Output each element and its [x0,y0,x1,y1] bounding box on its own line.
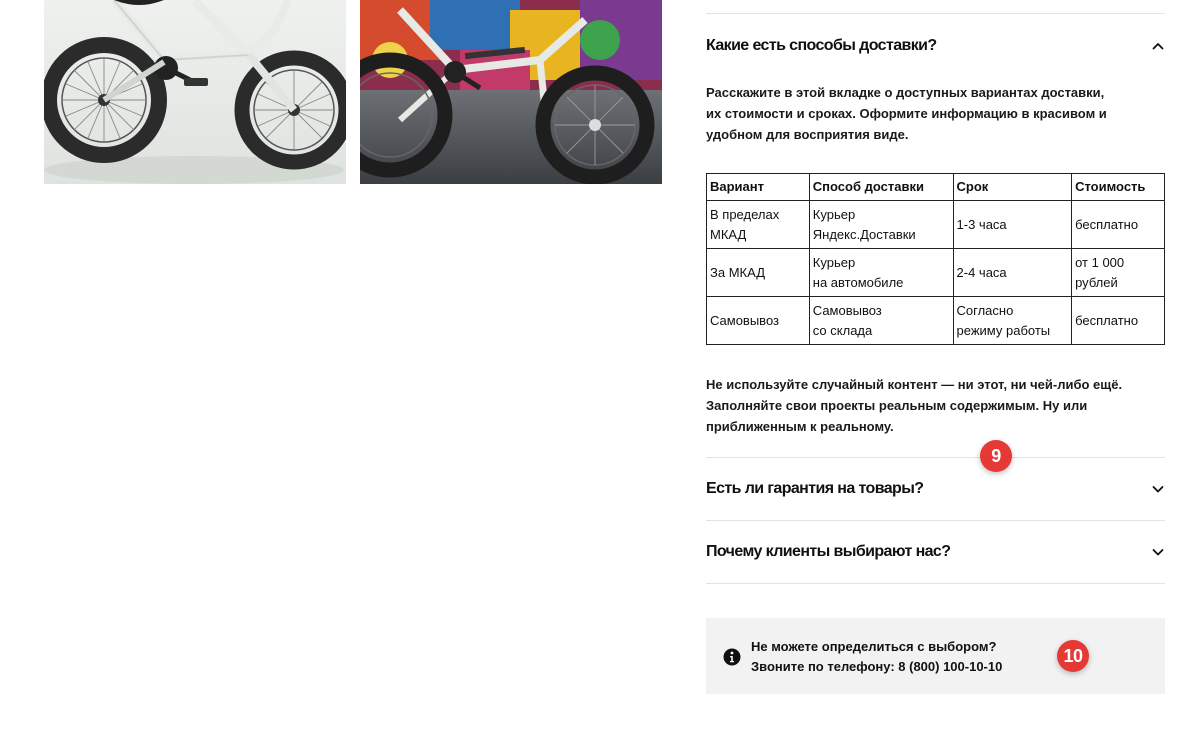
table-cell: 2-4 часа [953,249,1072,297]
table-row [707,297,1165,345]
table-cell: 1-3 часа [953,201,1072,249]
info-icon [723,648,741,666]
bmx-bike-studio-photo[interactable] [44,0,346,184]
faq-item-delivery-header[interactable] [706,36,1165,56]
faq-item-warranty-header[interactable] [706,479,1165,499]
text-line: удобном для восприятия виде. [706,127,909,142]
text-line: приближенным к реальному. [706,419,894,434]
faq-item-title: Какие есть способы доставки? [706,37,937,54]
divider [706,520,1165,521]
divider [706,457,1165,458]
table-cell: Курьер на автомобиле [809,249,953,297]
table-header-cell: Срок [953,174,1072,201]
bmx-bike-graffiti-photo[interactable] [360,0,662,184]
chevron-down-icon [1151,545,1165,559]
table-cell: бесплатно [1072,201,1165,249]
table-header-cell: Вариант [707,174,810,201]
table-cell: Самовывоз со склада [809,297,953,345]
table-header-cell: Способ доставки [809,174,953,201]
divider [706,13,1165,14]
divider [706,583,1165,584]
annotation-badge: 10 [1057,640,1089,672]
table-row [707,249,1165,297]
table-row [707,201,1165,249]
faq-item-why-us-header[interactable] [706,542,1165,562]
annotation-badge: 9 [980,440,1012,472]
chevron-up-icon [1151,39,1165,53]
table-cell: бесплатно [1072,297,1165,345]
text-line: Расскажите в этой вкладке о доступных вариантах доставки, [706,85,1105,100]
table-cell: Самовывоз [707,297,810,345]
text-line: их стоимости и сроках. Оформите информацию в красивом и [706,106,1107,121]
delivery-options-table [706,173,1165,345]
table-cell: За МКАД [707,249,810,297]
text-line: Не используйте случайный контент — ни этот, ни чей-либо ещё. [706,377,1123,392]
table-cell: от 1 000 рублей [1072,249,1165,297]
callout-phone[interactable]: Звоните по телефону: 8 (800) 100-10-10 [751,659,1003,674]
help-callout [706,618,1165,694]
table-cell: Курьер Яндекс.Доставки [809,201,953,249]
faq-item-outro-text [706,374,1136,437]
table-header-cell: Стоимость [1072,174,1165,201]
table-cell: Согласно режиму работы [953,297,1072,345]
faq-item-title: Почему клиенты выбирают нас? [706,543,951,560]
text-line: Заполняйте свои проекты реальным содержимым. Ну или [706,398,1088,413]
table-header-row [707,174,1165,201]
faq-item-title: Есть ли гарантия на товары? [706,480,924,497]
chevron-down-icon [1151,482,1165,496]
table-cell: В пределах МКАД [707,201,810,249]
faq-item-intro-text [706,82,1136,145]
callout-question: Не можете определиться с выбором? [751,639,997,654]
